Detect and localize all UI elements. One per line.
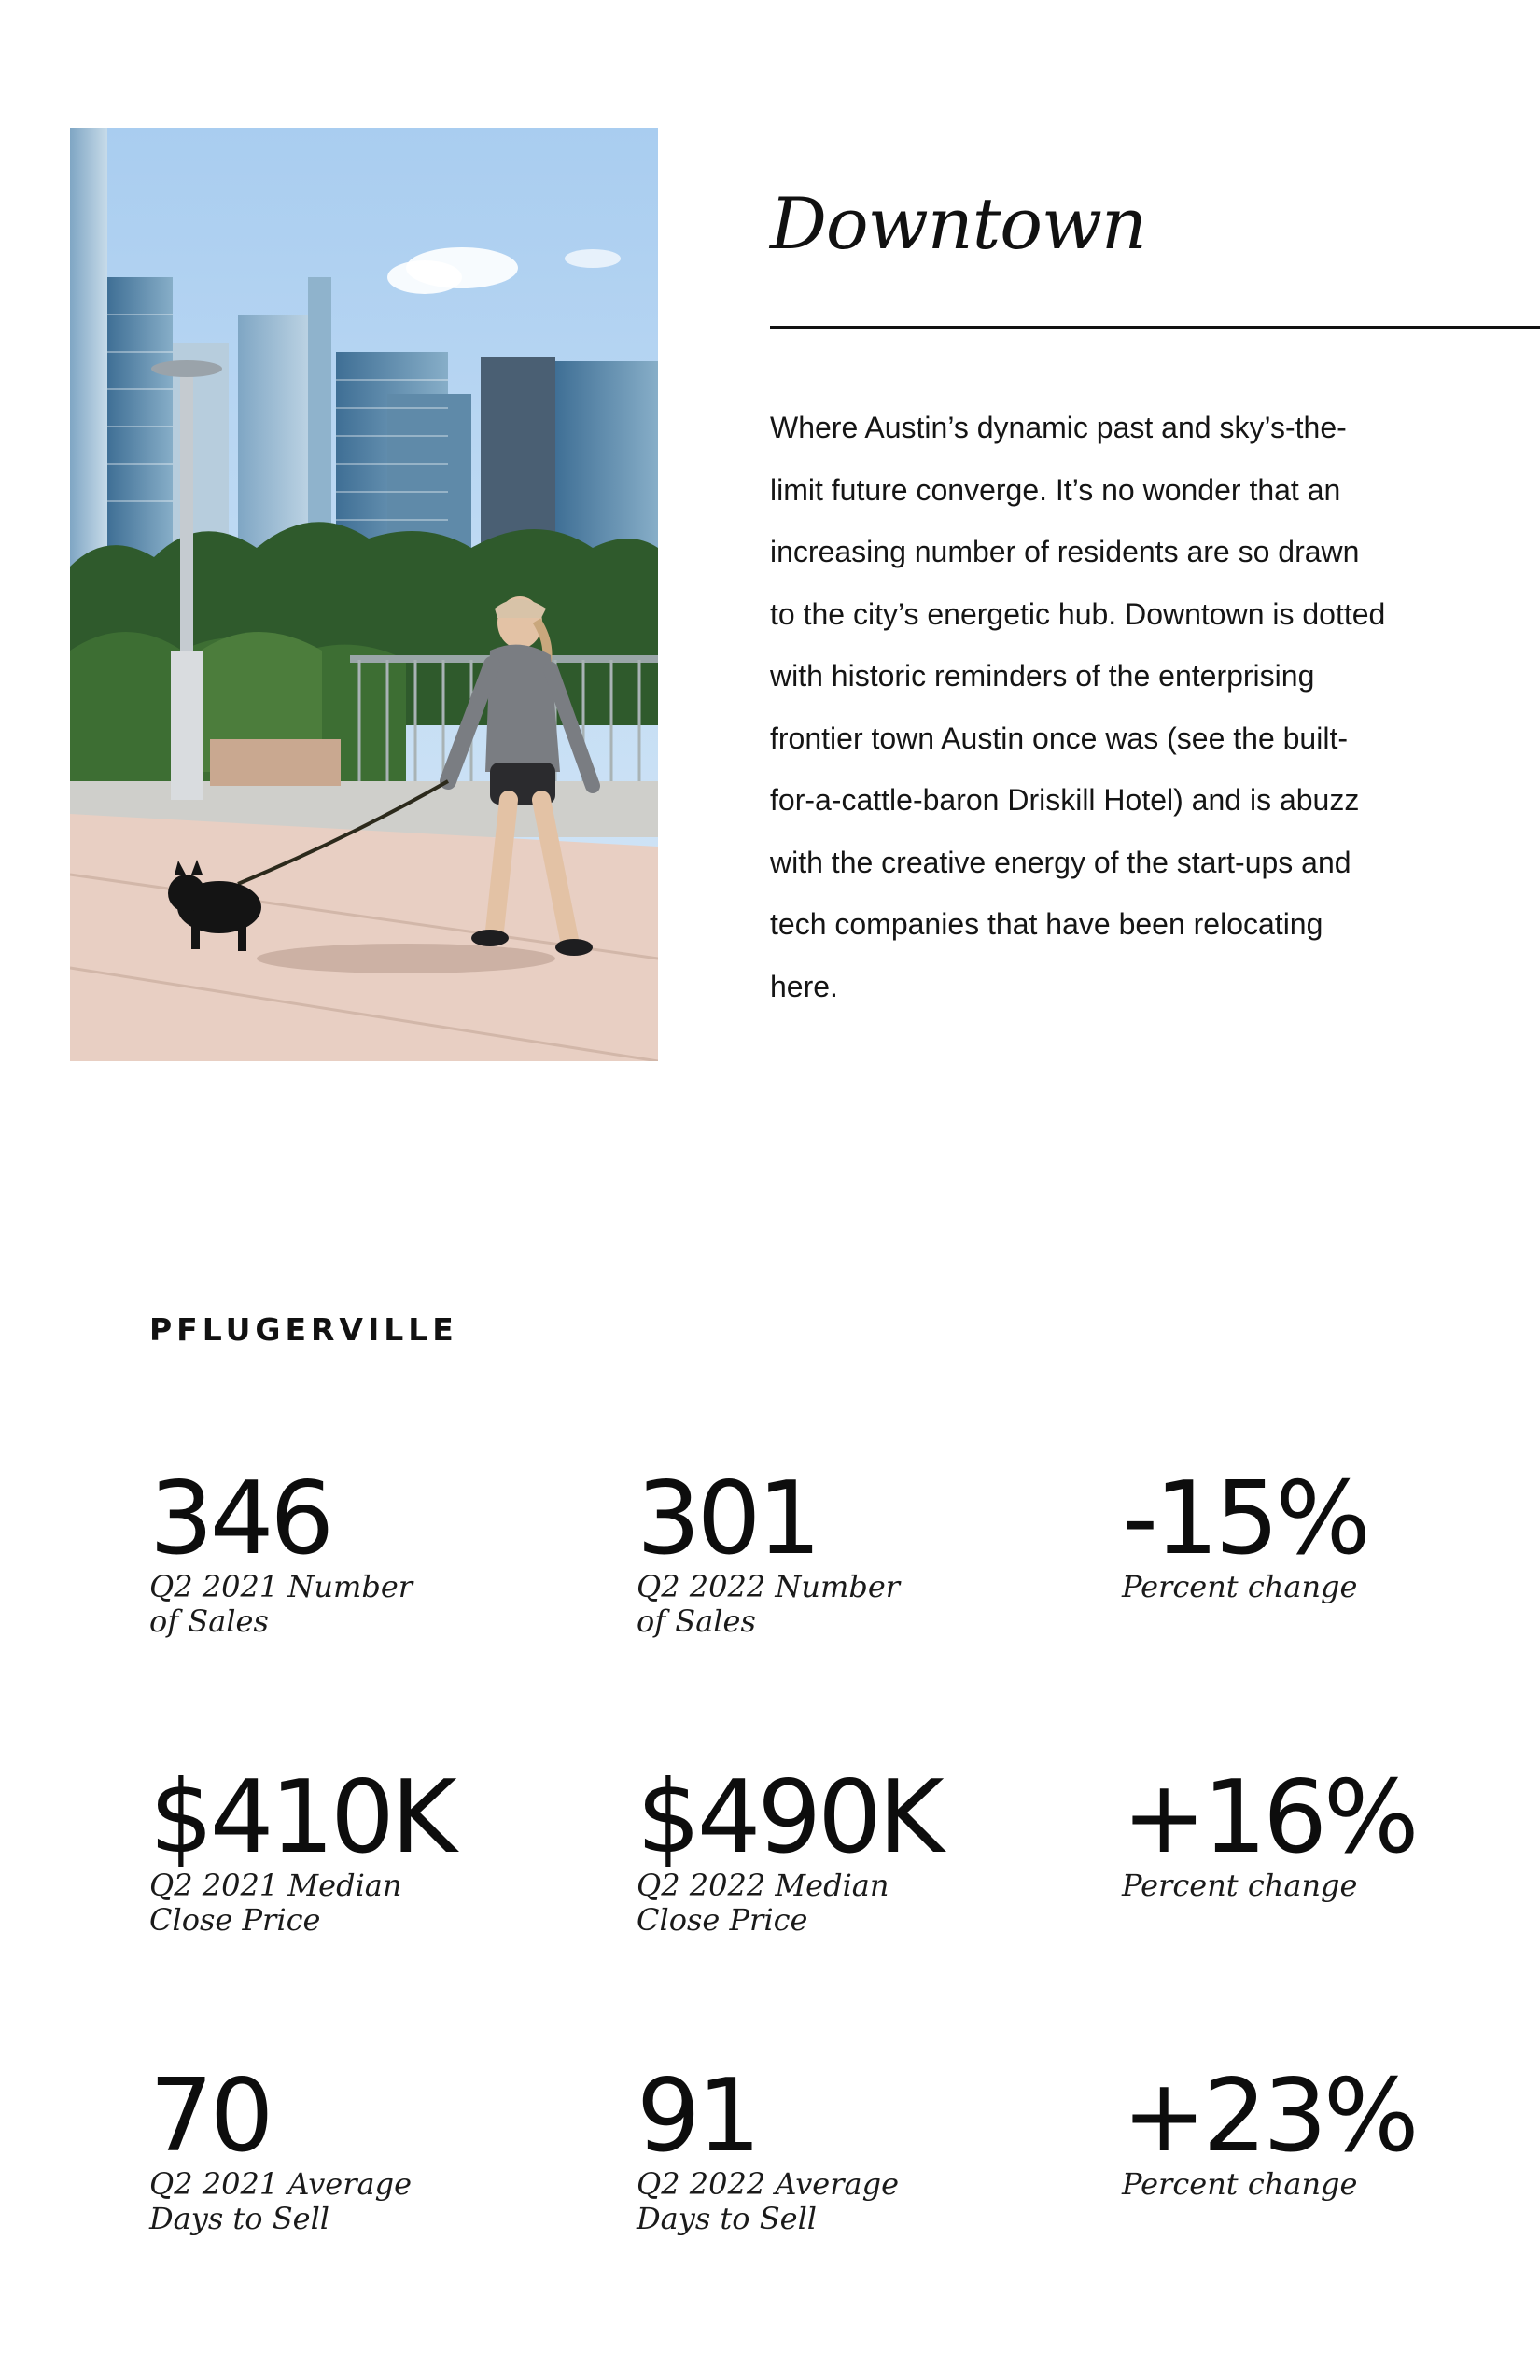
stat-median-close-price-2021 bbox=[149, 1759, 579, 1938]
stat-number-of-sales-2022 bbox=[637, 1463, 1066, 1639]
stat-number-of-sales-change bbox=[1122, 1463, 1540, 1604]
stat-value: $410K bbox=[149, 1759, 454, 1876]
stat-label: Q2 2021 Median Close Price bbox=[149, 1868, 402, 1938]
stat-label: Q2 2022 Average Days to Sell bbox=[637, 2166, 899, 2236]
stat-median-close-price-change bbox=[1122, 1759, 1540, 1903]
stat-label: Q2 2021 Average Days to Sell bbox=[149, 2166, 412, 2236]
stat-label: Q2 2022 Median Close Price bbox=[637, 1868, 889, 1938]
stat-value: 301 bbox=[637, 1461, 819, 1577]
stat-label: Percent change bbox=[1122, 1569, 1358, 1604]
stat-days-to-sell-2021 bbox=[149, 2058, 579, 2236]
stat-value: $490K bbox=[637, 1759, 941, 1876]
stat-days-to-sell-change bbox=[1122, 2058, 1540, 2202]
city-skyline-photo-icon bbox=[70, 128, 658, 1061]
stat-label: Q2 2022 Number of Sales bbox=[637, 1569, 901, 1639]
stat-number-of-sales-2021 bbox=[149, 1463, 579, 1639]
stat-value: 346 bbox=[149, 1461, 331, 1577]
downtown-photo bbox=[70, 128, 658, 1061]
stat-median-close-price-2022 bbox=[637, 1759, 1066, 1938]
stat-value: +16% bbox=[1122, 1759, 1416, 1876]
stats-heading: PFLUGERVILLE bbox=[149, 1311, 458, 1348]
article-intro: Where Austin’s dynamic past and sky’s-the-limit future converge. It’s no wonder that an increasing number of residents are so drawn to the city’s energetic hub. Downtown is dotted with historic reminders of the enterprising frontier town Austin once was (see the built-for-a-cattle-baron Driskill Hotel) and is abuzz with the creative energy of the start-ups and tech companies that have been relocating here. bbox=[770, 411, 1386, 1003]
stat-value: -15% bbox=[1122, 1461, 1368, 1577]
stat-value: 70 bbox=[149, 2058, 271, 2175]
title-divider bbox=[770, 326, 1540, 329]
article-title: Downtown bbox=[770, 182, 1146, 265]
stat-value: +23% bbox=[1122, 2058, 1416, 2175]
stat-value: 91 bbox=[637, 2058, 758, 2175]
stat-days-to-sell-2022 bbox=[637, 2058, 1066, 2236]
stat-label: Percent change bbox=[1122, 1868, 1358, 1903]
stat-label: Q2 2021 Number of Sales bbox=[149, 1569, 413, 1639]
stat-label: Percent change bbox=[1122, 2166, 1358, 2202]
